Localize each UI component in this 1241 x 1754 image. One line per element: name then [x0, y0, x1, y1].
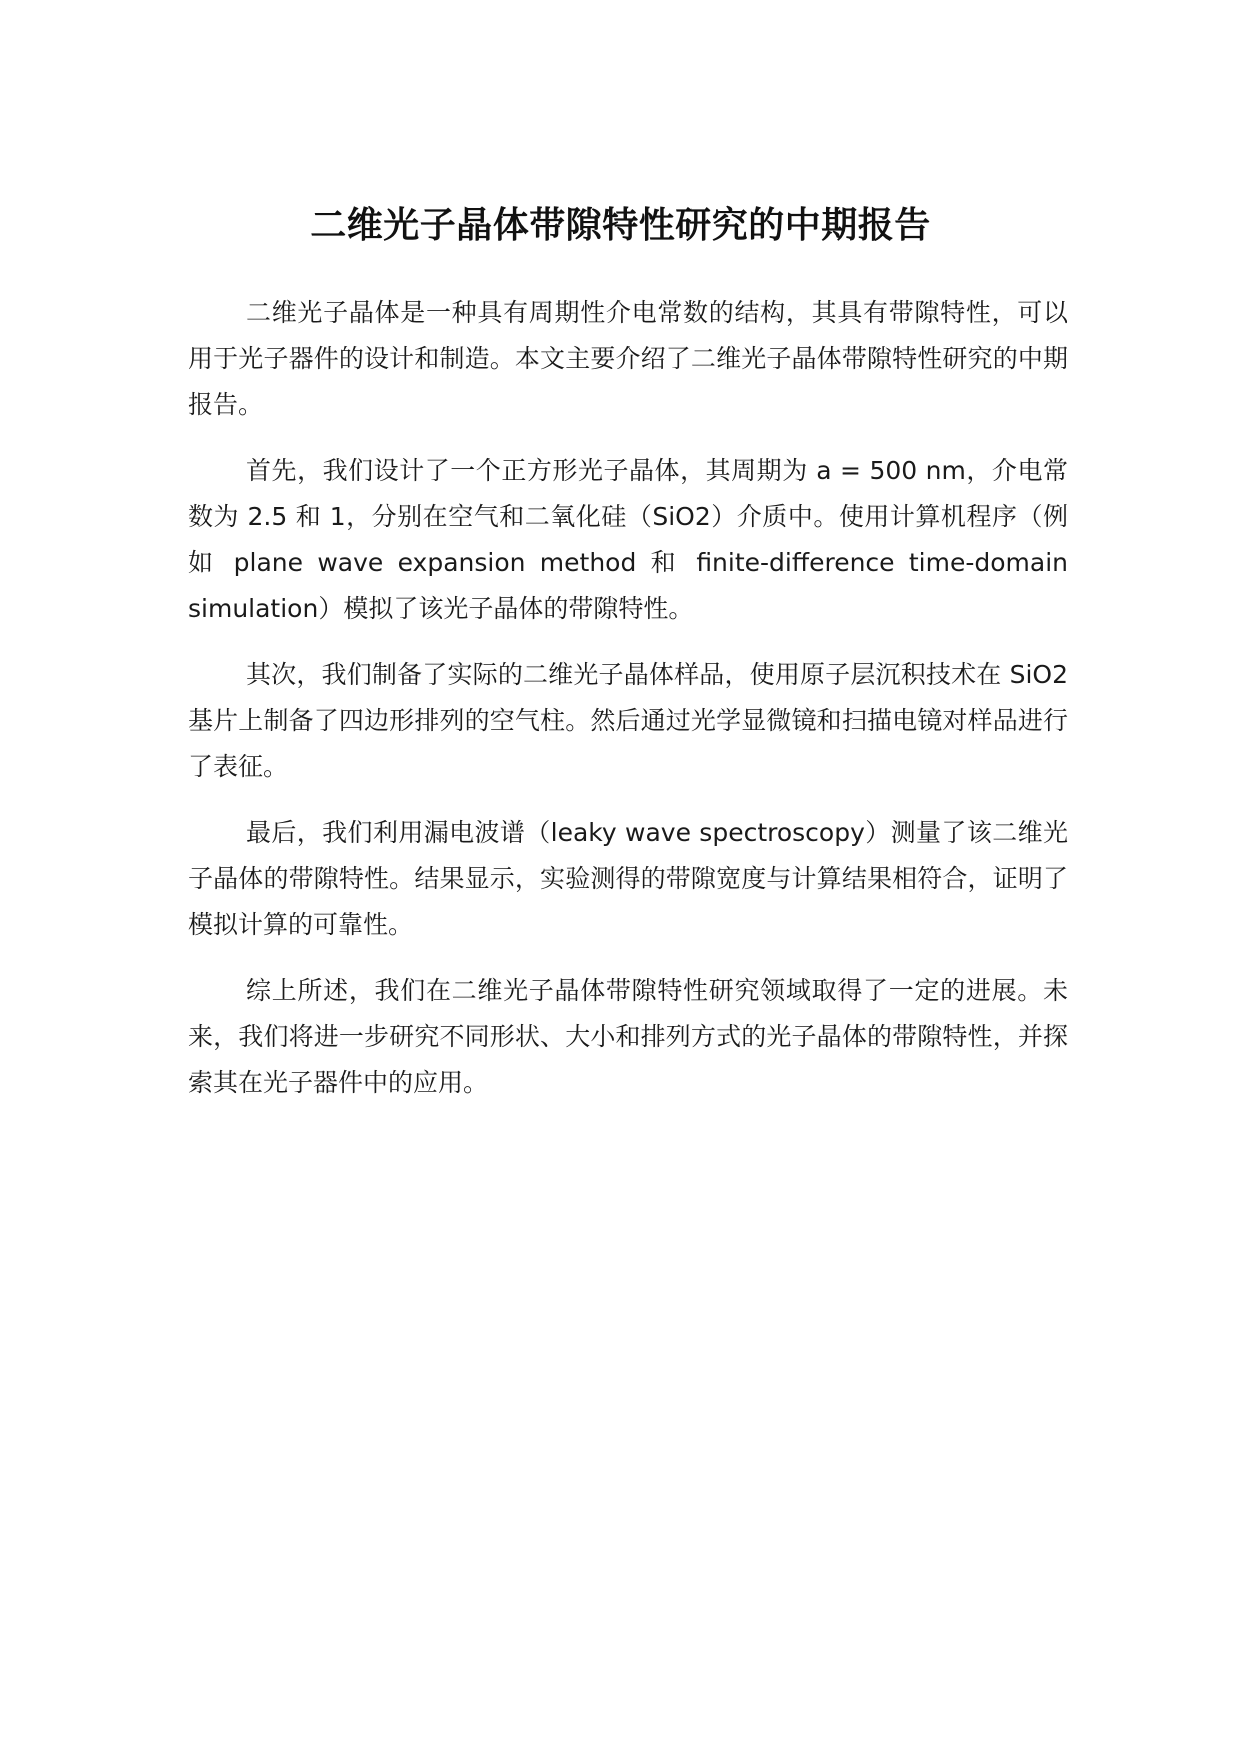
- paragraph-conclusion: 综上所述，我们在二维光子晶体带隙特性研究领域取得了一定的进展。未来，我们将进一步研究不同形状、大小和排列方式的光子晶体的带隙特性，并探索其在光子器件中的应用。: [188, 976, 1068, 1097]
- document-title: 二维光子晶体带隙特性研究的中期报告: [310, 205, 931, 247]
- paragraph-intro: 二维光子晶体是一种具有周期性介电常数的结构，其具有带隙特性，可以用于光子器件的设计和制造。本文主要介绍了二维光子晶体带隙特性研究的中期报告。: [188, 298, 1068, 419]
- paragraph-measurement: 最后，我们利用漏电波谱（leaky wave spectroscopy）测量了该二维光子晶体的带隙特性。结果显示，实验测得的带隙宽度与计算结果相符合，证明了模拟计算的可靠性。: [188, 818, 1068, 939]
- document-body: [188, 290, 1068, 1126]
- paragraph-design: 首先，我们设计了一个正方形光子晶体，其周期为 a = 500 nm，介电常数为 2.5 和 1，分别在空气和二氧化硅（SiO2）介质中。使用计算机程序（例如 plane wave expansion method 和 finite-difference time-domain simulation）模拟了该光子晶体的带隙特性。: [188, 456, 1068, 623]
- paragraph-fabrication: 其次，我们制备了实际的二维光子晶体样品，使用原子层沉积技术在 SiO2 基片上制备了四边形排列的空气柱。然后通过光学显微镜和扫描电镜对样品进行了表征。: [188, 660, 1068, 781]
